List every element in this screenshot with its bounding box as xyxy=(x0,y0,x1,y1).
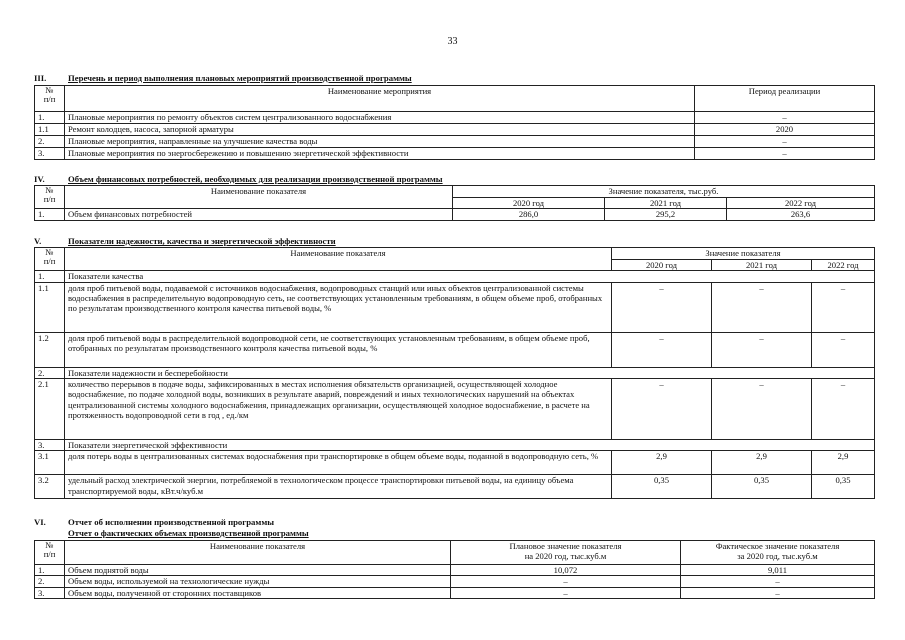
row-value-2022: 2,9 xyxy=(812,451,875,475)
table-row xyxy=(35,332,875,367)
row-value-2020: 0,35 xyxy=(612,475,712,499)
row-value-2022: 0,35 xyxy=(812,475,875,499)
table-row xyxy=(35,378,875,439)
row-group-name: Показатели надежности и бесперебойности xyxy=(65,367,875,378)
section-3-title: Перечень и период выполнения плановых мероприятий производственной программы xyxy=(68,73,412,83)
row-value-2021: 2,9 xyxy=(712,451,812,475)
header-number: № п/п xyxy=(35,541,65,565)
section-6-subtitle: Отчет о фактических объемах производственной программы xyxy=(68,528,309,538)
table-actual-volumes xyxy=(34,540,875,599)
header-indicator-name: Наименование показателя xyxy=(65,186,453,209)
table-group-row xyxy=(35,271,875,282)
row-number: 3. xyxy=(35,148,65,160)
row-number: 1. xyxy=(35,209,65,220)
row-actual: 9,011 xyxy=(681,565,875,576)
row-name: доля проб питьевой воды в распределительной водопроводной сети, не соответствующих установленным требованиям, в общем объеме проб, отобранных по результатам производственного контроля качества питьевой воды, % xyxy=(65,332,612,367)
header-actual-value: Фактическое значение показателя за 2020 год, тыс.куб.м xyxy=(681,541,875,565)
section-3-heading xyxy=(34,73,412,83)
header-year-2021: 2021 год xyxy=(605,198,727,209)
row-number: 3. xyxy=(35,439,65,450)
row-number: 2. xyxy=(35,136,65,148)
section-5-number: V. xyxy=(34,236,42,246)
row-value-2021: 0,35 xyxy=(712,475,812,499)
header-number: № п/п xyxy=(35,248,65,271)
row-name: Ремонт колодцев, насоса, запорной арматуры xyxy=(65,124,695,136)
header-year-2020: 2020 год xyxy=(612,260,712,271)
row-value-2020: 286,0 xyxy=(453,209,605,220)
row-number: 2.1 xyxy=(35,378,65,439)
row-period: – xyxy=(695,148,875,160)
table-row xyxy=(35,136,875,148)
row-name: Объем поднятой воды xyxy=(65,565,451,576)
row-value-2021: 295,2 xyxy=(605,209,727,220)
row-value-2022: 263,6 xyxy=(727,209,875,220)
row-value-2022: – xyxy=(812,378,875,439)
table-row xyxy=(35,565,875,576)
table-row xyxy=(35,112,875,124)
header-number: № п/п xyxy=(35,86,65,112)
row-name: удельный расход электрической энергии, потребляемой в технологическом процессе транспортировки питьевой воды, на единицу объема транспортируемой воды, кВт.ч/куб.м xyxy=(65,475,612,499)
table-row xyxy=(35,282,875,332)
table-financial-needs xyxy=(34,185,875,221)
table-group-row xyxy=(35,367,875,378)
section-6-title: Отчет об исполнении производственной программы xyxy=(68,517,275,527)
row-group-name: Показатели качества xyxy=(65,271,875,282)
table-header-row xyxy=(35,248,875,260)
table-row xyxy=(35,148,875,160)
row-number: 2. xyxy=(35,367,65,378)
header-planned-value: Плановое значение показателя на 2020 год, тыс.куб.м xyxy=(451,541,681,565)
row-number: 3. xyxy=(35,587,65,598)
header-year-2022: 2022 год xyxy=(727,198,875,209)
row-number: 1. xyxy=(35,271,65,282)
row-number: 1.1 xyxy=(35,282,65,332)
row-value-2021: – xyxy=(712,332,812,367)
table-header-row xyxy=(35,541,875,565)
table-row xyxy=(35,576,875,587)
section-3-number: III. xyxy=(34,73,47,83)
row-name: количество перерывов в подаче воды, зафиксированных в местах исполнения обязательств организацией, осуществляющей холодное водоснабжение, по подаче холодной воды, возникших в результате аварий, повреждений и иных технологических нарушений на объектах централизованной системы холодного водоснабжения, принадлежащих организации, осуществляющей холодное водоснабжение, в расчете на протяженность водопроводной сети в год , ед./км xyxy=(65,378,612,439)
header-year-2021: 2021 год xyxy=(712,260,812,271)
header-year-2020: 2020 год xyxy=(453,198,605,209)
row-name: Объем воды, полученной от сторонних поставщиков xyxy=(65,587,451,598)
row-value-2020: 2,9 xyxy=(612,451,712,475)
row-period: 2020 xyxy=(695,124,875,136)
row-number: 2. xyxy=(35,576,65,587)
header-indicator-name: Наименование показателя xyxy=(65,248,612,271)
header-year-2022: 2022 год xyxy=(812,260,875,271)
header-value: Значение показателя xyxy=(612,248,875,260)
row-name: Плановые мероприятия, направленные на улучшение качества воды xyxy=(65,136,695,148)
row-value-2020: – xyxy=(612,378,712,439)
section-6-number: VI. xyxy=(34,517,46,527)
header-value: Значение показателя, тыс.руб. xyxy=(453,186,875,198)
page-number: 33 xyxy=(447,36,458,47)
row-group-name: Показатели энергетической эффективности xyxy=(65,439,875,450)
row-value-2021: – xyxy=(712,282,812,332)
row-name: Объем финансовых потребностей xyxy=(65,209,453,220)
table-row xyxy=(35,209,875,220)
row-period: – xyxy=(695,112,875,124)
row-period: – xyxy=(695,136,875,148)
row-name: Плановые мероприятия по ремонту объектов систем централизованного водоснабжения xyxy=(65,112,695,124)
row-value-2021: – xyxy=(712,378,812,439)
table-row xyxy=(35,124,875,136)
header-indicator-name: Наименование показателя xyxy=(65,541,451,565)
row-value-2020: – xyxy=(612,282,712,332)
table-reliability-indicators xyxy=(34,247,875,499)
header-measure-name: Наименование мероприятия xyxy=(65,86,695,112)
table-planned-measures xyxy=(34,85,875,160)
header-period: Период реализации xyxy=(695,86,875,112)
row-actual: – xyxy=(681,576,875,587)
row-planned: 10,072 xyxy=(451,565,681,576)
section-5-title: Показатели надежности, качества и энергетической эффективности xyxy=(68,236,336,246)
row-name: Плановые мероприятия по энергосбережению и повышению энергетической эффективности xyxy=(65,148,695,160)
table-row xyxy=(35,451,875,475)
row-name: Объем воды, используемой на технологические нужды xyxy=(65,576,451,587)
section-4-heading xyxy=(34,174,443,184)
table-group-row xyxy=(35,439,875,450)
section-6-heading xyxy=(34,517,274,527)
row-number: 3.2 xyxy=(35,475,65,499)
row-number: 1. xyxy=(35,565,65,576)
row-number: 1. xyxy=(35,112,65,124)
row-actual: – xyxy=(681,587,875,598)
row-number: 1.1 xyxy=(35,124,65,136)
row-planned: – xyxy=(451,576,681,587)
table-header-row xyxy=(35,86,875,112)
row-number: 1.2 xyxy=(35,332,65,367)
table-row xyxy=(35,475,875,499)
section-4-number: IV. xyxy=(34,174,45,184)
row-number: 3.1 xyxy=(35,451,65,475)
row-planned: – xyxy=(451,587,681,598)
row-name: доля потерь воды в централизованных системах водоснабжения при транспортировке в общем объеме воды, поданной в водопроводную сеть, % xyxy=(65,451,612,475)
row-name: доля проб питьевой воды, подаваемой с источников водоснабжения, водопроводных станций или иных объектов централизованной системы водоснабжения в распределительную водопроводную сеть, не соответствующих установленным требованиям, в общем объеме проб, отобранных по результатам производственного контроля качества питьевой воды, % xyxy=(65,282,612,332)
table-row xyxy=(35,587,875,598)
header-number: № п/п xyxy=(35,186,65,209)
section-4-title: Объем финансовых потребностей, необходимых для реализации производственной программы xyxy=(68,174,443,184)
table-header-row xyxy=(35,186,875,198)
row-value-2022: – xyxy=(812,282,875,332)
row-value-2022: – xyxy=(812,332,875,367)
row-value-2020: – xyxy=(612,332,712,367)
section-5-heading xyxy=(34,236,336,246)
